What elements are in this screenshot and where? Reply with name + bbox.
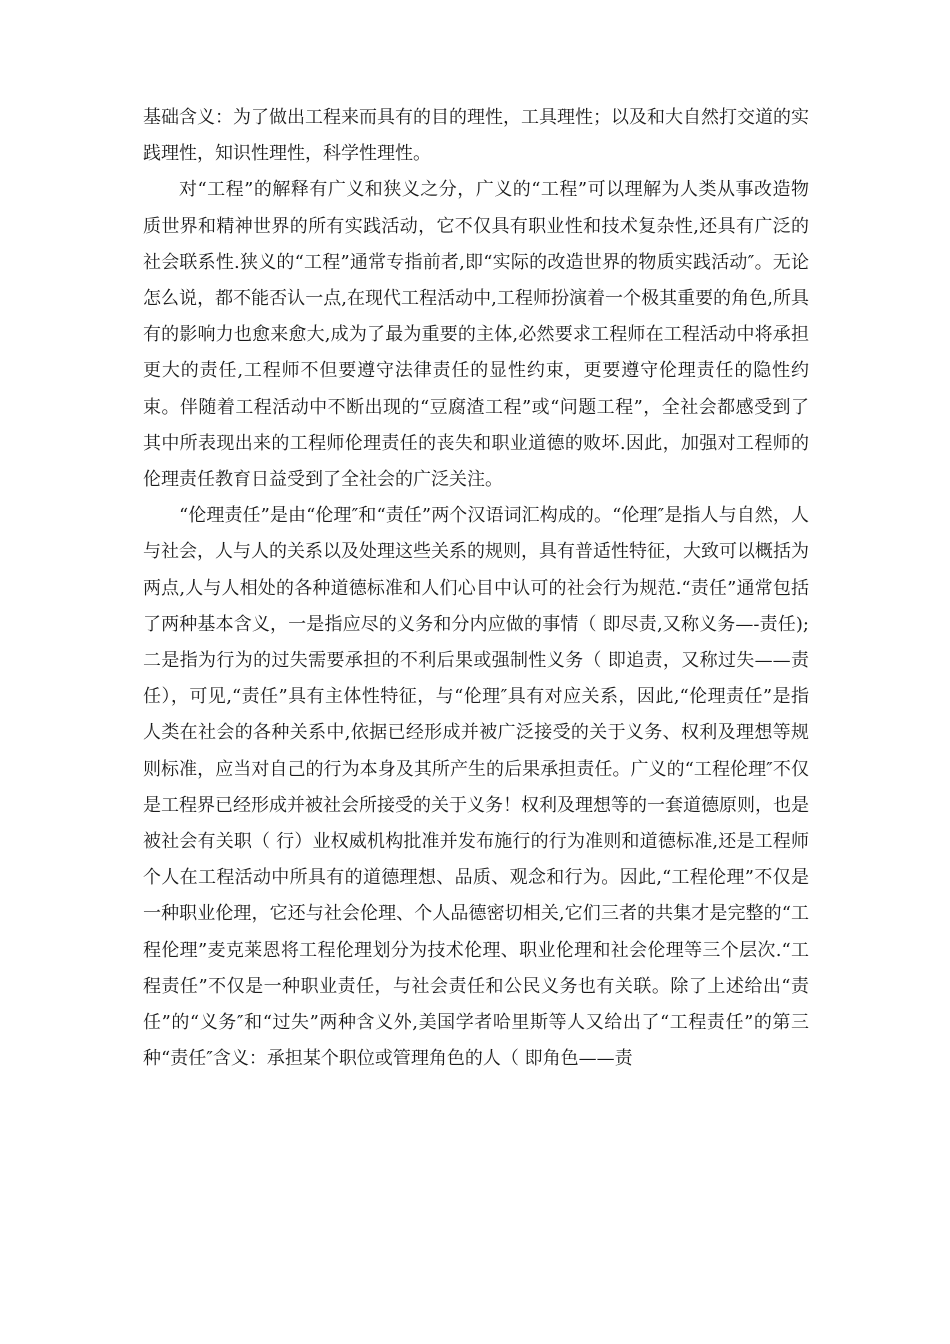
paragraph-ethical-responsibility: “伦理责任”是由“伦理″和“责任”两个汉语词汇构成的。“伦理″是指人与自然，人与社会，人与人的关系以及处理这些关系的规则，具有普适性特征，大致可以概括为两点,人与人相处的各种道德标准和人们心目中认可的社会行为规范.“责任”通常包括了两种基本含义，一是指应尽的义务和分内应做的事情（ 即尽责,又称义务—-责任);二是指为行为的过失需要承担的不利后果或强制性义务（ 即追责，又称过失——责任），可见,“责任”具有主体性特征，与“伦理″具有对应关系，因此,“伦理责任”是指人类在社会的各种关系中,依据已经形成并被广泛接受的关于义务、权利及理想等规则标准，应当对自己的行为本身及其所产生的后果承担责任。广义的“工程伦理″不仅是工程界已经形成并被社会所接受的关于义务！权利及理想等的一套道德原则，也是被社会有关职（ 行）业权威机构批准并发布施行的行为准则和道德标准,还是工程师个人在工程活动中所具有的道德理想、品质、观念和行为。因此,“工程伦理”不仅是一种职业伦理，它还与社会伦理、个人品德密切相关,它们三者的共集才是完整的“工程伦理”麦克莱恩将工程伦理划分为技术伦理、职业伦理和社会伦理等三个层次.“工程责任”不仅是一种职业责任，与社会责任和公民义务也有关联。除了上述给出“责任”的“义务″和“过失”两种含义外,美国学者哈里斯等人又给出了“工程责任”的第三种“责任″含义：承担某个职位或管理角色的人（ 即角色——责: [143, 505, 809, 1070]
body-text: [143, 100, 809, 1077]
paragraph-engineering-definition: 对“工程”的解释有广义和狭义之分，广义的“工程”可以理解为人类从事改造物质世界和精神世界的所有实践活动，它不仅具有职业性和技术复杂性,还具有广泛的社会联系性.狭义的“工程”通常专指前者,即“实际的改造世界的物质实践活动″。无论怎么说，都不能否认一点,在现代工程活动中,工程师扮演着一个极其重要的角色,所具有的影响力也愈来愈大,成为了最为重要的主体,必然要求工程师在工程活动中将承担更大的责任,工程师不但要遵守法律责任的显性约束，更要遵守伦理责任的隐性约束。伴随着工程活动中不断出现的“豆腐渣工程”或“问题工程”，全社会都感受到了其中所表现出来的工程师伦理责任的丧失和职业道德的败坏.因此，加强对工程师的伦理责任教育日益受到了全社会的广泛关注。: [143, 179, 809, 491]
paragraph-continuation: 基础含义：为了做出工程来而具有的目的理性，工具理性；以及和大自然打交道的实践理性，知识性理性，科学性理性。: [143, 107, 809, 165]
